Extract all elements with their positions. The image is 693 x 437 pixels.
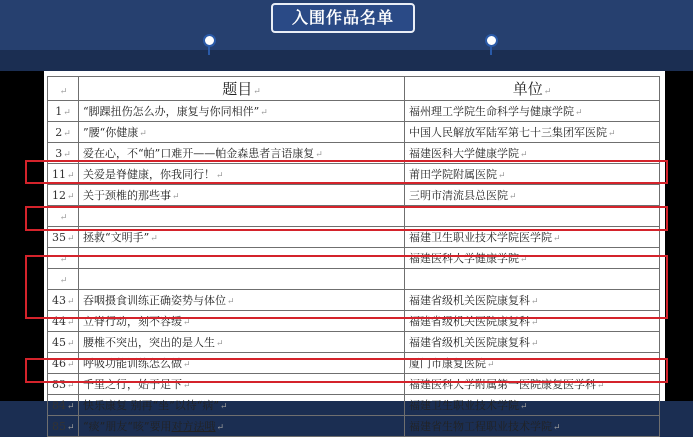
header-number-cell: ↵ [48, 77, 79, 101]
row-number: 45↵ [48, 332, 79, 353]
page-title: 入围作品名单 [271, 3, 415, 33]
row-title: 爱在心，不“帕”口难开——帕金森患者言语康复↵ [79, 143, 405, 164]
table-row [48, 122, 660, 143]
row-title: “痰”朋友“咳”要用对方法哦↵ [79, 416, 405, 437]
left-margin-bar [0, 71, 44, 401]
row-title: 腰椎不突出，突出的是人生↵ [79, 332, 405, 353]
row-unit: 中国人民解放军陆军第七十三集团军医院↵ [405, 122, 660, 143]
row-title: 立脊行动，刻不容缓↵ [79, 311, 405, 332]
row-unit: 三明市清流县总医院↵ [405, 185, 660, 206]
row-title: 呼吸功能训练怎么做↵ [79, 353, 405, 374]
row-number: 44↵ [48, 311, 79, 332]
highlight-box [25, 160, 668, 184]
row-number: 85↵ [48, 416, 79, 437]
highlight-box [25, 358, 668, 383]
table-row [48, 332, 660, 353]
row-number: 3↵ [48, 143, 79, 164]
row-unit: 福建省级机关医院康复科↵ [405, 311, 660, 332]
right-margin-bar [665, 71, 693, 401]
row-title: 吞咽摄食训练正确姿势与体位↵ [79, 290, 405, 311]
row-number: ↵ [48, 206, 79, 227]
table-header-row [48, 77, 660, 101]
row-title: ”腰“你健康↵ [79, 122, 405, 143]
header-unit-cell: 单位↵ [405, 77, 660, 101]
row-number: 83↵ [48, 374, 79, 395]
row-number: 11↵ [48, 164, 79, 185]
binder-stem [208, 45, 210, 55]
row-unit: 福州理工学院生命科学与健康学院↵ [405, 101, 660, 122]
row-number: 1↵ [48, 101, 79, 122]
row-number: 35↵ [48, 227, 79, 248]
row-title: “脚踝扭伤怎么办，康复与你同相伴”↵ [79, 101, 405, 122]
row-title: 千里之行，始于足下↵ [79, 374, 405, 395]
highlight-box [25, 255, 668, 319]
row-number: 84↵ [48, 395, 79, 416]
row-title: 关爱是脊健康，你我同行！↵ [79, 164, 405, 185]
row-unit: 福建医科大学健康学院↵ [405, 143, 660, 164]
row-unit: 福建省级机关医院康复科↵ [405, 290, 660, 311]
row-unit: 福建省级机关医院康复科↵ [405, 332, 660, 353]
row-number: ↵ [48, 269, 79, 290]
row-unit: 福建省生物工程职业技术学院↵ [405, 416, 660, 437]
highlight-box [25, 206, 668, 231]
row-title: 关于颈椎的那些事↵ [79, 185, 405, 206]
row-title: 拯救“文明手”↵ [79, 227, 405, 248]
binder-stem [490, 45, 492, 55]
row-unit: 福建卫生职业技术学院↵ [405, 395, 660, 416]
row-number: 12↵ [48, 185, 79, 206]
row-number: 46↵ [48, 353, 79, 374]
row-unit: 福建卫生职业技术学院医学院↵ [405, 227, 660, 248]
table-row [48, 416, 660, 437]
row-number: 43↵ [48, 290, 79, 311]
header-title-cell: 题目↵ [79, 77, 405, 101]
row-unit: 福建医科大学附属第一医院康复医学科↵ [405, 374, 660, 395]
row-unit: 福建医科大学健康学院↵ [405, 248, 660, 269]
row-unit: 莆田学院附属医院↵ [405, 164, 660, 185]
row-unit: 厦门市康复医院↵ [405, 353, 660, 374]
row-number: 2↵ [48, 122, 79, 143]
row-number: ↵ [48, 248, 79, 269]
row-title: 快乐康复 别再“坐”以待“病”↵ [79, 395, 405, 416]
table-row [48, 395, 660, 416]
table-row [48, 185, 660, 206]
table-row [48, 101, 660, 122]
